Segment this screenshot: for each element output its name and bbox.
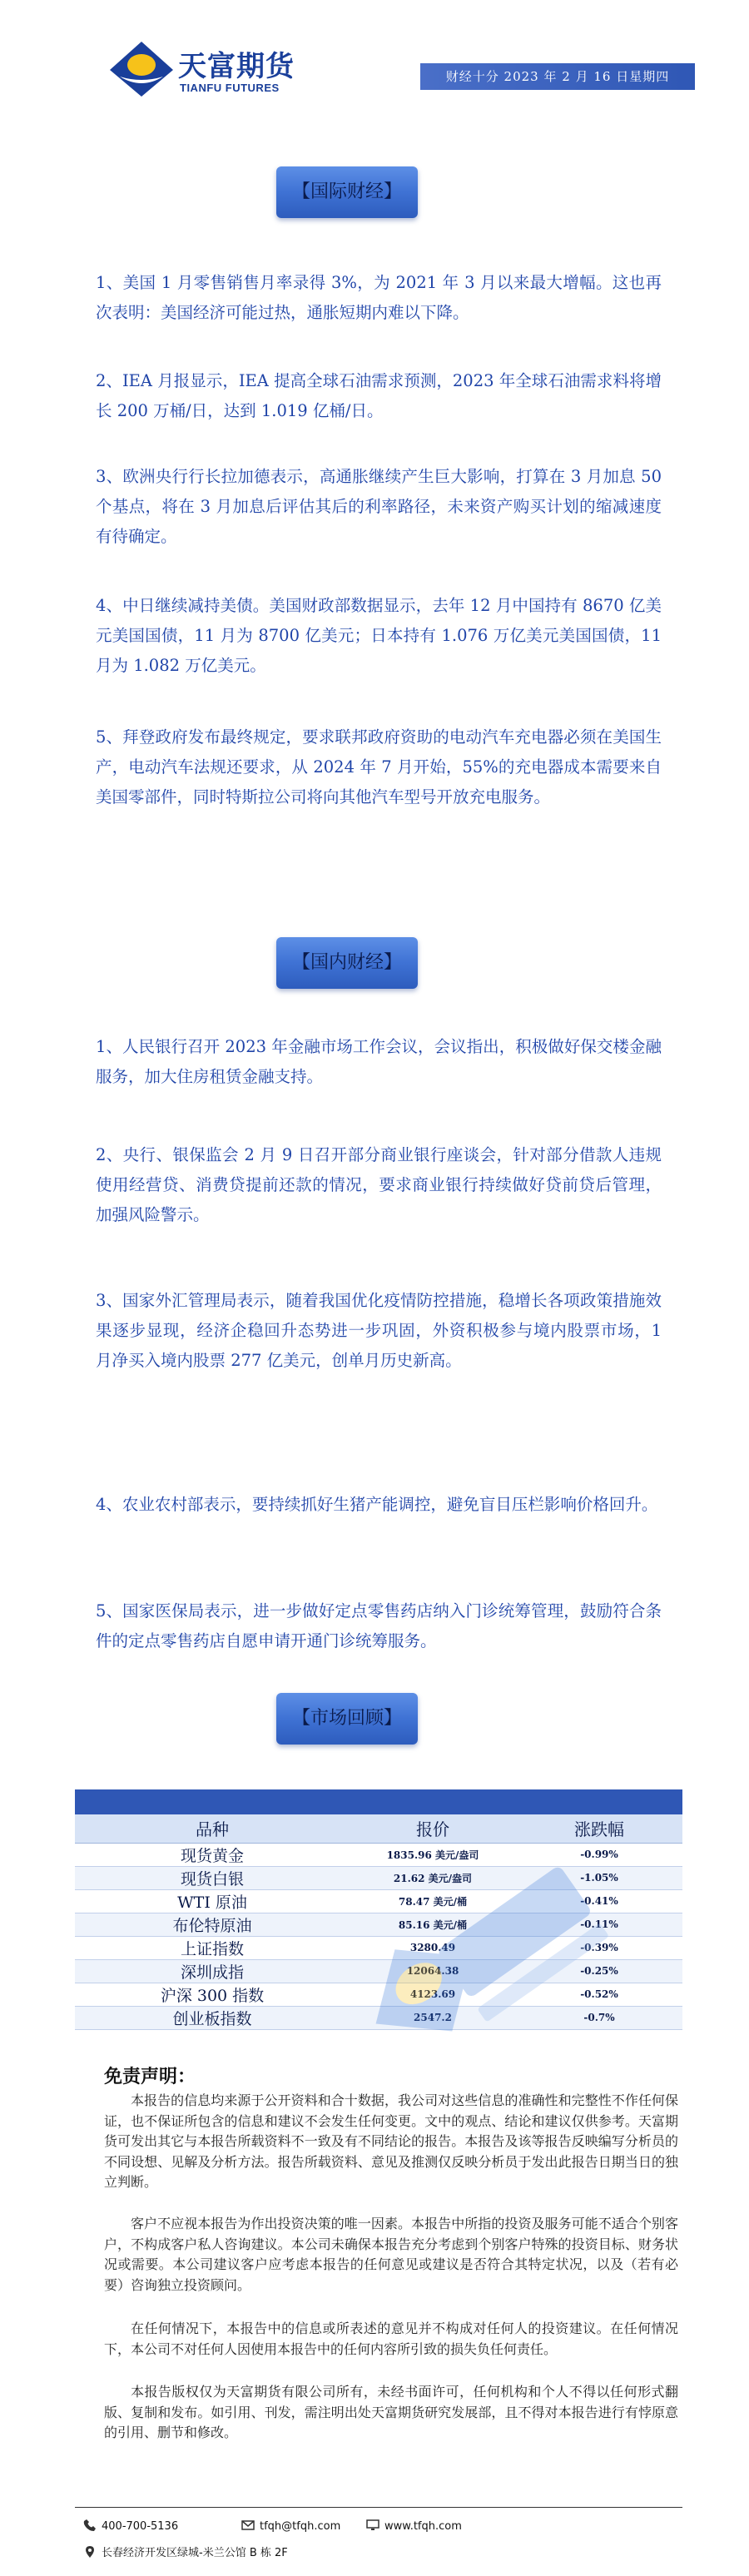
market-table-container [75,1789,682,2049]
market-table [75,1814,682,2030]
header-date-band [420,63,695,90]
instrument-price: 3280.49 [350,1936,516,1959]
instrument-name: WTI 原油 [75,1889,350,1913]
instrument-name: 创业板指数 [75,2006,350,2029]
instrument-price: 78.47 美元/桶 [350,1889,516,1913]
instrument-name: 现货白银 [75,1866,350,1889]
instrument-change: -0.99% [516,1843,682,1866]
domestic-news-item: 1、人民银行召开 2023 年金融市场工作会议，会议指出，积极做好保交楼金融服务，加大住房租赁金融支持。 [96,1037,662,1086]
instrument-change: -0.11% [516,1913,682,1936]
instrument-change: -0.52% [516,1983,682,2006]
instrument-change: -0.25% [516,1959,682,1983]
section-title-market: 【市场回顾】 [276,1693,418,1745]
phone-icon [83,2519,97,2532]
instrument-price: 1835.96 美元/盎司 [350,1843,516,1866]
table-row [75,1843,682,1866]
instrument-price: 21.62 美元/盎司 [350,1866,516,1889]
table-row [75,1889,682,1913]
email-icon [241,2519,255,2532]
phone-number: 400-700-5136 [102,2520,179,2533]
instrument-price: 2547.2 [350,2006,516,2029]
instrument-name: 沪深 300 指数 [75,1983,350,2006]
domestic-news-item: 4、农业农村部表示，要持续抓好生猪产能调控，避免盲目压栏影响价格回升。 [96,1495,658,1514]
disclaimer-paragraph: 本报告版权仅为天富期货有限公司所有，未经书面许可，任何机构和个人不得以任何形式翻版、复制和发布。如引用、刊发，需注明出处天富期货研究发展部，且不得对本报告进行有悖原意的引用、删节和修改。 [104,2384,678,2440]
table-row [75,2006,682,2029]
page-header [0,0,749,100]
column-header-change: 涨跌幅 [516,1814,682,1843]
instrument-name: 上证指数 [75,1936,350,1959]
footer-phone[interactable] [83,2519,178,2535]
tianfu-logo-icon [108,40,175,98]
domestic-news-item: 2、央行、银保监会 2 月 9 日召开部分商业银行座谈会，针对部分借款人违规使用经营贷、消费贷提前还款的情况，要求商业银行持续做好贷前贷后管理，加强风险警示。 [96,1145,662,1224]
footer-divider [75,2507,682,2508]
table-row [75,1866,682,1889]
intl-news-item: 5、拜登政府发布最终规定，要求联邦政府资助的电动汽车充电器必须在美国生产，电动汽车法规还要求，从 2024 年 7 月开始，55%的充电器成本需要来自美国零部件，同时特斯拉公司将向其他汽车型号开放充电服务。 [96,727,662,807]
report-date: 财经十分 2023 年 2 月 16 日星期四 [445,69,670,84]
domestic-news-item: 5、国家医保局表示，进一步做好定点零售药店纳入门诊统筹管理，鼓励符合条件的定点零售药店自愿申请开通门诊统筹服务。 [96,1601,662,1650]
footer-contacts [83,2519,666,2535]
logo-english-name: TIANFU FUTURES [180,82,280,94]
table-row [75,1936,682,1959]
column-header-name: 品种 [75,1814,350,1843]
intl-news-item: 4、中日继续减持美债。美国财政部数据显示，去年 12 月中国持有 8670 亿美元美国国债，11 月为 8700 亿美元；日本持有 1.076 万亿美元美国国债，11 月为 1.082 万亿美元。 [96,596,662,675]
instrument-change: -0.7% [516,2006,682,2029]
location-pin-icon [83,2545,97,2559]
table-row [75,1983,682,2006]
section-title-domestic: 【国内财经】 [276,937,418,989]
disclaimer-paragraph: 在任何情况下，本报告中的信息或所表述的意见并不构成对任何人的投资建议。在任何情况下，本公司不对任何人因使用本报告中的任何内容所引致的损失负任何责任。 [104,2320,678,2357]
instrument-price: 85.16 美元/桶 [350,1913,516,1936]
footer-email[interactable] [241,2519,340,2535]
instrument-change: -0.41% [516,1889,682,1913]
email-address: tfqh@tfqh.com [260,2520,341,2533]
section-title-international: 【国际财经】 [276,166,418,218]
domestic-news-item: 3、国家外汇管理局表示，随着我国优化疫情防控措施，稳增长各项政策措施效果逐步显现，经济企稳回升态势进一步巩固，外资积极参与境内股票市场，1 月净买入境内股票 277 亿美元，创单月历史新高。 [96,1291,662,1370]
disclaimer-paragraph: 客户不应视本报告为作出投资决策的唯一因素。本报告中所指的投资及服务可能不适合个别客户，不构成客户私人咨询建议。本公司未确保本报告充分考虑到个别客户特殊的投资目标、财务状况或需要。本公司建议客户应考虑本报告的任何意见或建议是否符合其特定状况，以及（若有必要）咨询独立投资顾问。 [104,2216,678,2293]
instrument-price: 12064.38 [350,1959,516,1983]
instrument-name: 深圳成指 [75,1959,350,1983]
table-row [75,1913,682,1936]
instrument-name: 现货黄金 [75,1843,350,1866]
logo-chinese-name: 天富期货 [178,50,295,83]
disclaimer-title: 免责声明： [104,2066,196,2087]
table-top-bar [75,1789,682,1814]
intl-news-item: 3、欧洲央行行长拉加德表示，高通胀继续产生巨大影响，打算在 3 月加息 50 个基点，将在 3 月加息后评估其后的利率路径，未来资产购买计划的缩减速度有待确定。 [96,467,662,546]
instrument-change: -0.39% [516,1936,682,1959]
intl-news-item: 1、美国 1 月零售销售月率录得 3%，为 2021 年 3 月以来最大增幅。这也再次表明：美国经济可能过热，通胀短期内难以下降。 [96,273,662,322]
company-logo [108,40,316,98]
footer-address [83,2545,583,2562]
address-line [83,2545,288,2562]
website-url: www.tfqh.com [384,2520,462,2533]
address-text: 长春经济开发区绿城-米兰公馆 B 栋 2F [102,2547,288,2559]
instrument-name: 布伦特原油 [75,1913,350,1936]
column-header-price: 报价 [350,1814,516,1843]
instrument-price: 4123.69 [350,1983,516,2006]
instrument-change: -1.05% [516,1866,682,1889]
table-header-row [75,1814,682,1843]
disclaimer-paragraph: 本报告的信息均来源于公开资料和合十数据，我公司对这些信息的准确性和完整性不作任何保证，也不保证所包含的信息和建议不会发生任何变更。文中的观点、结论和建议仅供参考。天富期货可发出其它与本报告所载资料不一致及有不同结论的报告。本报告及该等报告反映编写分析员的不同设想、见解及分析方法。报告所载资料、意见及推测仅反映分析员于发出此报告日期当日的独立判断。 [104,2092,678,2190]
table-row [75,1959,682,1983]
monitor-icon [366,2519,379,2532]
intl-news-item: 2、IEA 月报显示，IEA 提高全球石油需求预测，2023 年全球石油需求料将增长 200 万桶/日，达到 1.019 亿桶/日。 [96,371,662,420]
footer-website[interactable] [366,2519,462,2535]
